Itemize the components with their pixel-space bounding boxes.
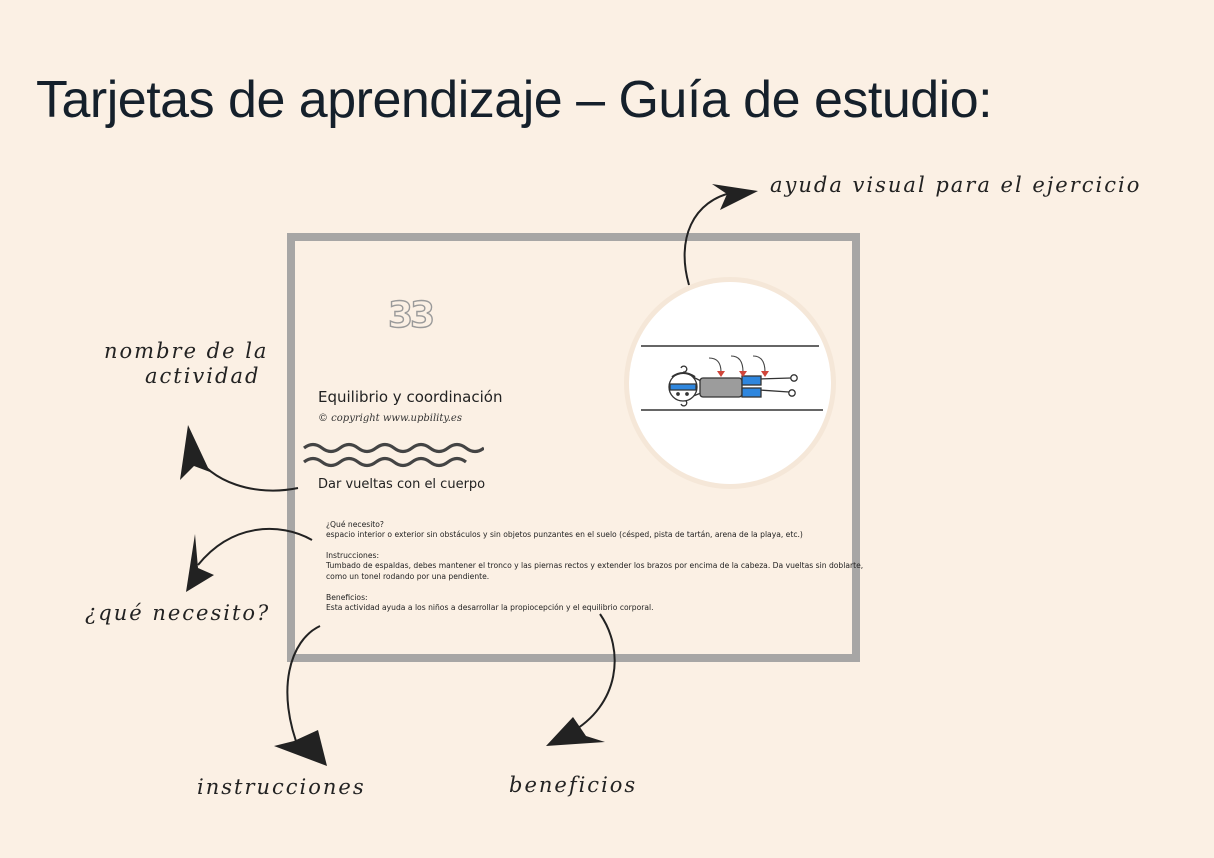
needs-heading: ¿Qué necesito? — [326, 520, 384, 529]
instructions-heading: Instrucciones: — [326, 551, 380, 560]
card-category: Equilibrio y coordinación — [318, 388, 503, 406]
annotation-activity-name-line2: actividad — [145, 364, 261, 388]
annotation-instructions: instrucciones — [197, 775, 366, 799]
benefits-heading: Beneficios: — [326, 593, 368, 602]
card-copyright: © copyright www.upbility.es — [318, 413, 462, 424]
instructions-text-line1: Tumbado de espaldas, debes mantener el tronco y las piernas rectos y extender los brazos por encima de la cabeza. Da vueltas sin doblarte, — [326, 561, 864, 570]
card-activity-name: Dar vueltas con el cuerpo — [318, 477, 486, 492]
card-number: 33 — [388, 295, 433, 336]
page-title: Tarjetas de aprendizaje – Guía de estudio: — [36, 71, 993, 129]
benefits-text: Esta actividad ayuda a los niños a desarrollar la propiocepción y el equilibrio corporal. — [326, 603, 654, 612]
instructions-text-line2: como un tonel rodando por una pendiente. — [326, 572, 490, 581]
annotation-what-needed: ¿qué necesito? — [85, 601, 271, 625]
annotation-activity-name-line1: nombre de la — [104, 339, 269, 363]
annotation-benefits: beneficios — [509, 773, 638, 797]
needs-text: espacio interior o exterior sin obstáculos y sin objetos punzantes en el suelo (césped, pista de tartán, arena de la playa, etc.) — [326, 530, 803, 539]
annotation-visual-aid: ayuda visual para el ejercicio — [770, 173, 1142, 197]
